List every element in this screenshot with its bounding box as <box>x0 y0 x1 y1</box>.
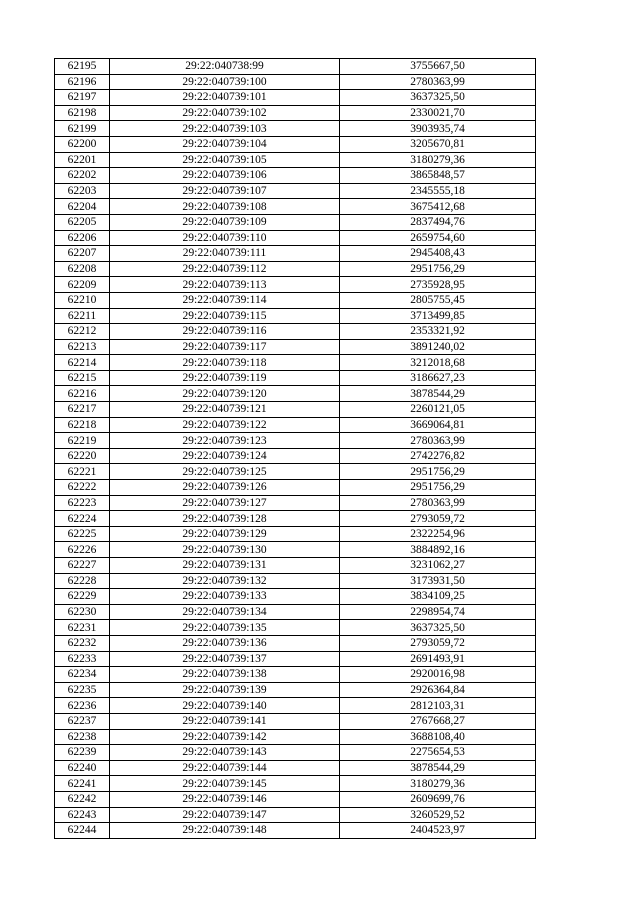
cadastral-number-cell: 29:22:040739:147 <box>110 807 340 823</box>
row-number-cell: 62219 <box>55 433 110 449</box>
table-row <box>55 713 536 729</box>
cadastral-number-cell: 29:22:040739:135 <box>110 620 340 636</box>
cadastral-number-cell: 29:22:040739:104 <box>110 136 340 152</box>
table-row <box>55 308 536 324</box>
row-number-cell: 62232 <box>55 635 110 651</box>
row-number-cell: 62229 <box>55 589 110 605</box>
cadastral-number-cell: 29:22:040739:127 <box>110 495 340 511</box>
row-number-cell: 62198 <box>55 105 110 121</box>
cadastral-value-cell: 3675412,68 <box>340 199 536 215</box>
table-row <box>55 324 536 340</box>
cadastral-number-cell: 29:22:040739:126 <box>110 480 340 496</box>
row-number-cell: 62239 <box>55 745 110 761</box>
row-number-cell: 62209 <box>55 277 110 293</box>
cadastral-value-cell: 3755667,50 <box>340 59 536 75</box>
cadastral-value-cell: 2926364,84 <box>340 682 536 698</box>
table-row <box>55 542 536 558</box>
table-row <box>55 526 536 542</box>
cadastral-number-cell: 29:22:040739:109 <box>110 214 340 230</box>
cadastral-number-cell: 29:22:040739:142 <box>110 729 340 745</box>
row-number-cell: 62231 <box>55 620 110 636</box>
table-body <box>55 59 536 839</box>
row-number-cell: 62200 <box>55 136 110 152</box>
row-number-cell: 62218 <box>55 417 110 433</box>
cadastral-value-cell: 2609699,76 <box>340 791 536 807</box>
cadastral-value-cell: 2330021,70 <box>340 105 536 121</box>
table-row <box>55 183 536 199</box>
table-row <box>55 573 536 589</box>
table-row <box>55 136 536 152</box>
cadastral-number-cell: 29:22:040739:125 <box>110 464 340 480</box>
row-number-cell: 62233 <box>55 651 110 667</box>
row-number-cell: 62201 <box>55 152 110 168</box>
cadastral-number-cell: 29:22:040739:146 <box>110 791 340 807</box>
cadastral-number-cell: 29:22:040739:100 <box>110 74 340 90</box>
cadastral-value-cell: 3878544,29 <box>340 760 536 776</box>
row-number-cell: 62226 <box>55 542 110 558</box>
row-number-cell: 62212 <box>55 324 110 340</box>
table-row <box>55 464 536 480</box>
cadastral-number-cell: 29:22:040739:116 <box>110 324 340 340</box>
cadastral-value-cell: 2780363,99 <box>340 433 536 449</box>
table-row <box>55 745 536 761</box>
table-row <box>55 168 536 184</box>
table-row <box>55 152 536 168</box>
cadastral-number-cell: 29:22:040739:106 <box>110 168 340 184</box>
row-number-cell: 62199 <box>55 121 110 137</box>
row-number-cell: 62235 <box>55 682 110 698</box>
cadastral-number-cell: 29:22:040739:117 <box>110 339 340 355</box>
cadastral-value-cell: 2945408,43 <box>340 246 536 262</box>
cadastral-value-cell: 3231062,27 <box>340 558 536 574</box>
row-number-cell: 62211 <box>55 308 110 324</box>
cadastral-value-cell: 3688108,40 <box>340 729 536 745</box>
row-number-cell: 62207 <box>55 246 110 262</box>
cadastral-value-cell: 3637325,50 <box>340 620 536 636</box>
table-row <box>55 589 536 605</box>
row-number-cell: 62220 <box>55 448 110 464</box>
table-row <box>55 386 536 402</box>
table-row <box>55 823 536 839</box>
table-row <box>55 776 536 792</box>
cadastral-number-cell: 29:22:040739:102 <box>110 105 340 121</box>
row-number-cell: 62205 <box>55 214 110 230</box>
table-row <box>55 246 536 262</box>
cadastral-value-cell: 3186627,23 <box>340 370 536 386</box>
cadastral-value-cell: 3205670,81 <box>340 136 536 152</box>
table-row <box>55 74 536 90</box>
cadastral-number-cell: 29:22:040739:115 <box>110 308 340 324</box>
row-number-cell: 62228 <box>55 573 110 589</box>
cadastral-value-cell: 3260529,52 <box>340 807 536 823</box>
cadastral-number-cell: 29:22:040739:118 <box>110 355 340 371</box>
table-row <box>55 620 536 636</box>
cadastral-number-cell: 29:22:040739:145 <box>110 776 340 792</box>
cadastral-number-cell: 29:22:040739:113 <box>110 277 340 293</box>
row-number-cell: 62242 <box>55 791 110 807</box>
table-row <box>55 199 536 215</box>
cadastral-number-cell: 29:22:040739:131 <box>110 558 340 574</box>
cadastral-number-cell: 29:22:040739:107 <box>110 183 340 199</box>
cadastral-number-cell: 29:22:040739:124 <box>110 448 340 464</box>
cadastral-value-cell: 3903935,74 <box>340 121 536 137</box>
row-number-cell: 62216 <box>55 386 110 402</box>
row-number-cell: 62214 <box>55 355 110 371</box>
cadastral-number-cell: 29:22:040739:139 <box>110 682 340 698</box>
row-number-cell: 62197 <box>55 90 110 106</box>
row-number-cell: 62236 <box>55 698 110 714</box>
row-number-cell: 62210 <box>55 292 110 308</box>
table-row <box>55 729 536 745</box>
cadastral-value-cell: 2780363,99 <box>340 74 536 90</box>
cadastral-number-cell: 29:22:040739:138 <box>110 667 340 683</box>
table-row <box>55 791 536 807</box>
table-row <box>55 261 536 277</box>
row-number-cell: 62234 <box>55 667 110 683</box>
row-number-cell: 62215 <box>55 370 110 386</box>
cadastral-number-cell: 29:22:040739:105 <box>110 152 340 168</box>
row-number-cell: 62243 <box>55 807 110 823</box>
table-row <box>55 370 536 386</box>
row-number-cell: 62196 <box>55 74 110 90</box>
row-number-cell: 62238 <box>55 729 110 745</box>
row-number-cell: 62244 <box>55 823 110 839</box>
table-row <box>55 402 536 418</box>
cadastral-value-cell: 3212018,68 <box>340 355 536 371</box>
table-row <box>55 495 536 511</box>
row-number-cell: 62230 <box>55 604 110 620</box>
cadastral-value-cell: 2837494,76 <box>340 214 536 230</box>
row-number-cell: 62203 <box>55 183 110 199</box>
cadastral-number-cell: 29:22:040739:129 <box>110 526 340 542</box>
cadastral-value-cell: 2691493,91 <box>340 651 536 667</box>
table-row <box>55 105 536 121</box>
cadastral-value-cell: 3865848,57 <box>340 168 536 184</box>
cadastral-value-cell: 2812103,31 <box>340 698 536 714</box>
table-row <box>55 698 536 714</box>
cadastral-number-cell: 29:22:040739:111 <box>110 246 340 262</box>
cadastral-number-cell: 29:22:040738:99 <box>110 59 340 75</box>
cadastral-number-cell: 29:22:040739:123 <box>110 433 340 449</box>
cadastral-number-cell: 29:22:040739:134 <box>110 604 340 620</box>
cadastral-value-cell: 2780363,99 <box>340 495 536 511</box>
cadastral-number-cell: 29:22:040739:140 <box>110 698 340 714</box>
cadastral-number-cell: 29:22:040739:112 <box>110 261 340 277</box>
cadastral-value-cell: 2951756,29 <box>340 480 536 496</box>
cadastral-value-cell: 2322254,96 <box>340 526 536 542</box>
cadastral-value-cell: 2951756,29 <box>340 261 536 277</box>
cadastral-value-cell: 2793059,72 <box>340 635 536 651</box>
cadastral-number-cell: 29:22:040739:144 <box>110 760 340 776</box>
table-row <box>55 667 536 683</box>
row-number-cell: 62241 <box>55 776 110 792</box>
cadastral-number-cell: 29:22:040739:133 <box>110 589 340 605</box>
cadastral-number-cell: 29:22:040739:119 <box>110 370 340 386</box>
cadastral-value-cell: 3669064,81 <box>340 417 536 433</box>
cadastral-number-cell: 29:22:040739:128 <box>110 511 340 527</box>
table-row <box>55 511 536 527</box>
cadastral-number-cell: 29:22:040739:121 <box>110 402 340 418</box>
cadastral-number-cell: 29:22:040739:114 <box>110 292 340 308</box>
cadastral-value-cell: 2742276,82 <box>340 448 536 464</box>
table-row <box>55 635 536 651</box>
table-row <box>55 339 536 355</box>
table-row <box>55 604 536 620</box>
row-number-cell: 62227 <box>55 558 110 574</box>
cadastral-number-cell: 29:22:040739:130 <box>110 542 340 558</box>
cadastral-number-cell: 29:22:040739:148 <box>110 823 340 839</box>
cadastral-number-cell: 29:22:040739:141 <box>110 713 340 729</box>
table-row <box>55 230 536 246</box>
row-number-cell: 62222 <box>55 480 110 496</box>
cadastral-value-cell: 2805755,45 <box>340 292 536 308</box>
table-row <box>55 760 536 776</box>
row-number-cell: 62221 <box>55 464 110 480</box>
table-row <box>55 121 536 137</box>
table-row <box>55 292 536 308</box>
row-number-cell: 62206 <box>55 230 110 246</box>
cadastral-value-cell: 2345555,18 <box>340 183 536 199</box>
cadastral-number-cell: 29:22:040739:101 <box>110 90 340 106</box>
cadastral-value-cell: 2659754,60 <box>340 230 536 246</box>
table-row <box>55 448 536 464</box>
cadastral-value-cell: 3180279,36 <box>340 776 536 792</box>
table-row <box>55 558 536 574</box>
cadastral-value-cell: 3891240,02 <box>340 339 536 355</box>
cadastral-value-cell: 3884892,16 <box>340 542 536 558</box>
cadastral-value-cell: 2951756,29 <box>340 464 536 480</box>
cadastral-value-cell: 2353321,92 <box>340 324 536 340</box>
row-number-cell: 62223 <box>55 495 110 511</box>
cadastral-number-cell: 29:22:040739:103 <box>110 121 340 137</box>
table-row <box>55 651 536 667</box>
cadastral-number-cell: 29:22:040739:132 <box>110 573 340 589</box>
row-number-cell: 62224 <box>55 511 110 527</box>
row-number-cell: 62225 <box>55 526 110 542</box>
cadastral-number-cell: 29:22:040739:120 <box>110 386 340 402</box>
row-number-cell: 62240 <box>55 760 110 776</box>
cadastral-value-cell: 2735928,95 <box>340 277 536 293</box>
cadastral-value-table <box>54 58 536 839</box>
cadastral-number-cell: 29:22:040739:122 <box>110 417 340 433</box>
cadastral-number-cell: 29:22:040739:108 <box>110 199 340 215</box>
table-row <box>55 480 536 496</box>
cadastral-value-cell: 3713499,85 <box>340 308 536 324</box>
cadastral-value-cell: 2298954,74 <box>340 604 536 620</box>
row-number-cell: 62217 <box>55 402 110 418</box>
table-row <box>55 90 536 106</box>
cadastral-number-cell: 29:22:040739:137 <box>110 651 340 667</box>
table-row <box>55 682 536 698</box>
cadastral-number-cell: 29:22:040739:110 <box>110 230 340 246</box>
table-row <box>55 355 536 371</box>
cadastral-value-cell: 3173931,50 <box>340 573 536 589</box>
cadastral-value-cell: 2767668,27 <box>340 713 536 729</box>
cadastral-value-cell: 2275654,53 <box>340 745 536 761</box>
cadastral-value-cell: 2260121,05 <box>340 402 536 418</box>
cadastral-value-cell: 3637325,50 <box>340 90 536 106</box>
row-number-cell: 62213 <box>55 339 110 355</box>
row-number-cell: 62195 <box>55 59 110 75</box>
cadastral-value-cell: 2793059,72 <box>340 511 536 527</box>
row-number-cell: 62237 <box>55 713 110 729</box>
table-row <box>55 59 536 75</box>
cadastral-number-cell: 29:22:040739:136 <box>110 635 340 651</box>
table-row <box>55 433 536 449</box>
table-row <box>55 417 536 433</box>
row-number-cell: 62202 <box>55 168 110 184</box>
row-number-cell: 62208 <box>55 261 110 277</box>
table-row <box>55 807 536 823</box>
cadastral-value-cell: 3834109,25 <box>340 589 536 605</box>
cadastral-value-cell: 3180279,36 <box>340 152 536 168</box>
cadastral-number-cell: 29:22:040739:143 <box>110 745 340 761</box>
cadastral-value-cell: 2404523,97 <box>340 823 536 839</box>
row-number-cell: 62204 <box>55 199 110 215</box>
table-row <box>55 214 536 230</box>
cadastral-value-cell: 3878544,29 <box>340 386 536 402</box>
cadastral-value-cell: 2920016,98 <box>340 667 536 683</box>
table-row <box>55 277 536 293</box>
